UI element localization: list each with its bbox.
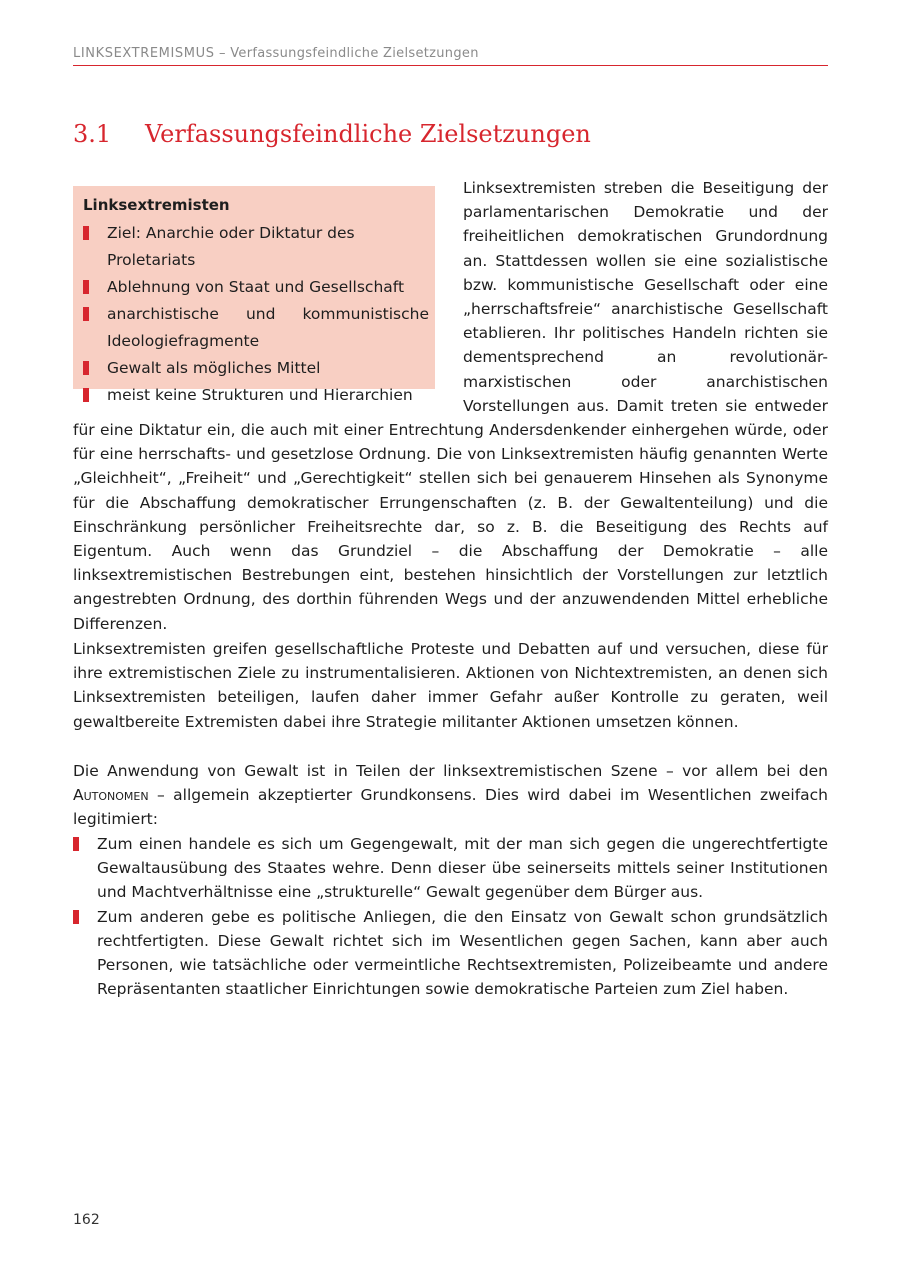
- running-header: [73, 46, 828, 66]
- infobox-item-text: meist keine Strukturen und Hierarchien: [107, 386, 413, 404]
- infobox-list: [83, 220, 435, 409]
- bullet-icon: [83, 361, 89, 375]
- infobox-title: Linksextremisten: [83, 196, 230, 214]
- infobox-item: [83, 382, 435, 409]
- section-heading: Verfassungsfeindliche Zielsetzungen: [145, 120, 591, 148]
- bullet-icon: [73, 910, 79, 924]
- page-number: 162: [73, 1212, 100, 1228]
- paragraph-1: Linksextremisten streben die Beseitigung der parlamentarischen Demokratie und der freiheitlichen demokratischen Grundordnung an. Stattdessen wollen sie eine sozialistische bzw. kommunistische Gesellschaft oder eine „herrschaftsfreie“ anarchistische Gesellschaft etablieren. Ihr politisches Handeln richten sie dementsprechend an revolutionär-marxistischen oder anarchistischen Vorstellungen aus. Damit treten sie entweder für eine Diktatur ein, die auch mit einer Entrechtung Andersdenkender einhergehen würde, oder für eine herrschafts- und gesetzlose Ordnung. Die von Linksextremisten häufig genannten Werte „Gleichheit“, „Freiheit“ und „Gerechtigkeit“ stellen sich bei genauerem Hinsehen als Synonyme für die Abschaffung demokratischer Errungenschaften (z. B. der Gewaltenteilung) und die Einschränkung persönlicher Freiheitsrechte dar, so z. B. die Beseitigung des Rechts auf Eigentum. Auch wenn das Grundziel – die Abschaffung der Demokratie – alle linksextremistischen Bestrebungen eint, bestehen hinsichtlich der Vorstellungen zur letztlich angestrebten Ordnung, des dorthin führenden Wegs und der anzuwendenden Mittel erhebliche Differenzen.: [73, 179, 828, 633]
- bullet-icon: [83, 388, 89, 402]
- infobox-item: [83, 274, 435, 301]
- paragraph-2: Linksextremisten greifen gesellschaftliche Proteste und Debatten auf und versuchen, diese für ihre extremistischen Ziele zu instrumentalisieren. Aktionen von Nichtextremisten, an denen sich Linksextremisten beteiligen, laufen daher immer Gefahr außer Kontrolle zu geraten, weil gewaltbereite Extremisten dabei ihre Strategie militanter Aktionen umsetzen können.: [73, 640, 828, 731]
- list-item-text: Zum anderen gebe es politische Anliegen, die den Einsatz von Gewalt schon grundsätzlich rechtfertigten. Diese Gewalt richtet sich im Wesentlichen gegen Sachen, kann aber auch Personen, wie tatsächliche oder vermeintliche Rechtsextremisten, Polizeibeamte und andere Repräsentanten staatlicher Einrichtungen sowie demokratische Parteien zum Ziel haben.: [97, 907, 828, 999]
- infobox-item-text: Gewalt als mögliches Mittel: [107, 359, 321, 377]
- infobox-item: [83, 220, 435, 274]
- infobox-item: [83, 301, 435, 355]
- list-item: [73, 905, 828, 1002]
- bullet-icon: [83, 226, 89, 240]
- bullet-icon: [83, 280, 89, 294]
- section-title: [73, 120, 591, 148]
- header-sub: – Verfassungsfeindliche Zielsetzungen: [214, 46, 479, 61]
- infobox-item-text: Ablehnung von Staat und Gesellschaft: [107, 278, 405, 296]
- legitimation-list: [73, 832, 828, 1001]
- infobox-item-text: anarchistische und kommunistische Ideologiefragmente: [107, 305, 429, 350]
- paragraph-3: [73, 759, 828, 832]
- header-main: LINKSEXTREMISMUS: [73, 46, 215, 61]
- paragraph-3-end: – allgemein akzeptierter Grundkonsens. Dies wird dabei im Wesentlichen zweifach legitimiert:: [73, 786, 828, 829]
- section-number: 3.1: [73, 120, 112, 148]
- paragraph-3-start: Die Anwendung von Gewalt ist in Teilen der linksextremistischen Szene – vor allem bei den: [73, 762, 828, 780]
- infobox: [73, 186, 435, 404]
- bullet-icon: [73, 837, 79, 851]
- list-item-text: Zum einen handele es sich um Gegengewalt, mit der man sich gegen die ungerechtfertigte Gewaltausübung des Staates wehre. Denn dieser übe seinerseits mittels seiner Institutionen und Machtverhältnisse eine „strukturelle“ Gewalt gegenüber dem Bürger aus.: [97, 835, 828, 902]
- infobox-item: [83, 355, 435, 382]
- term-autonome: Autonomen: [73, 786, 149, 805]
- infobox-item-text: Ziel: Anarchie oder Diktatur des Proletariats: [107, 224, 355, 269]
- list-item: [73, 832, 828, 905]
- bullet-icon: [83, 307, 89, 321]
